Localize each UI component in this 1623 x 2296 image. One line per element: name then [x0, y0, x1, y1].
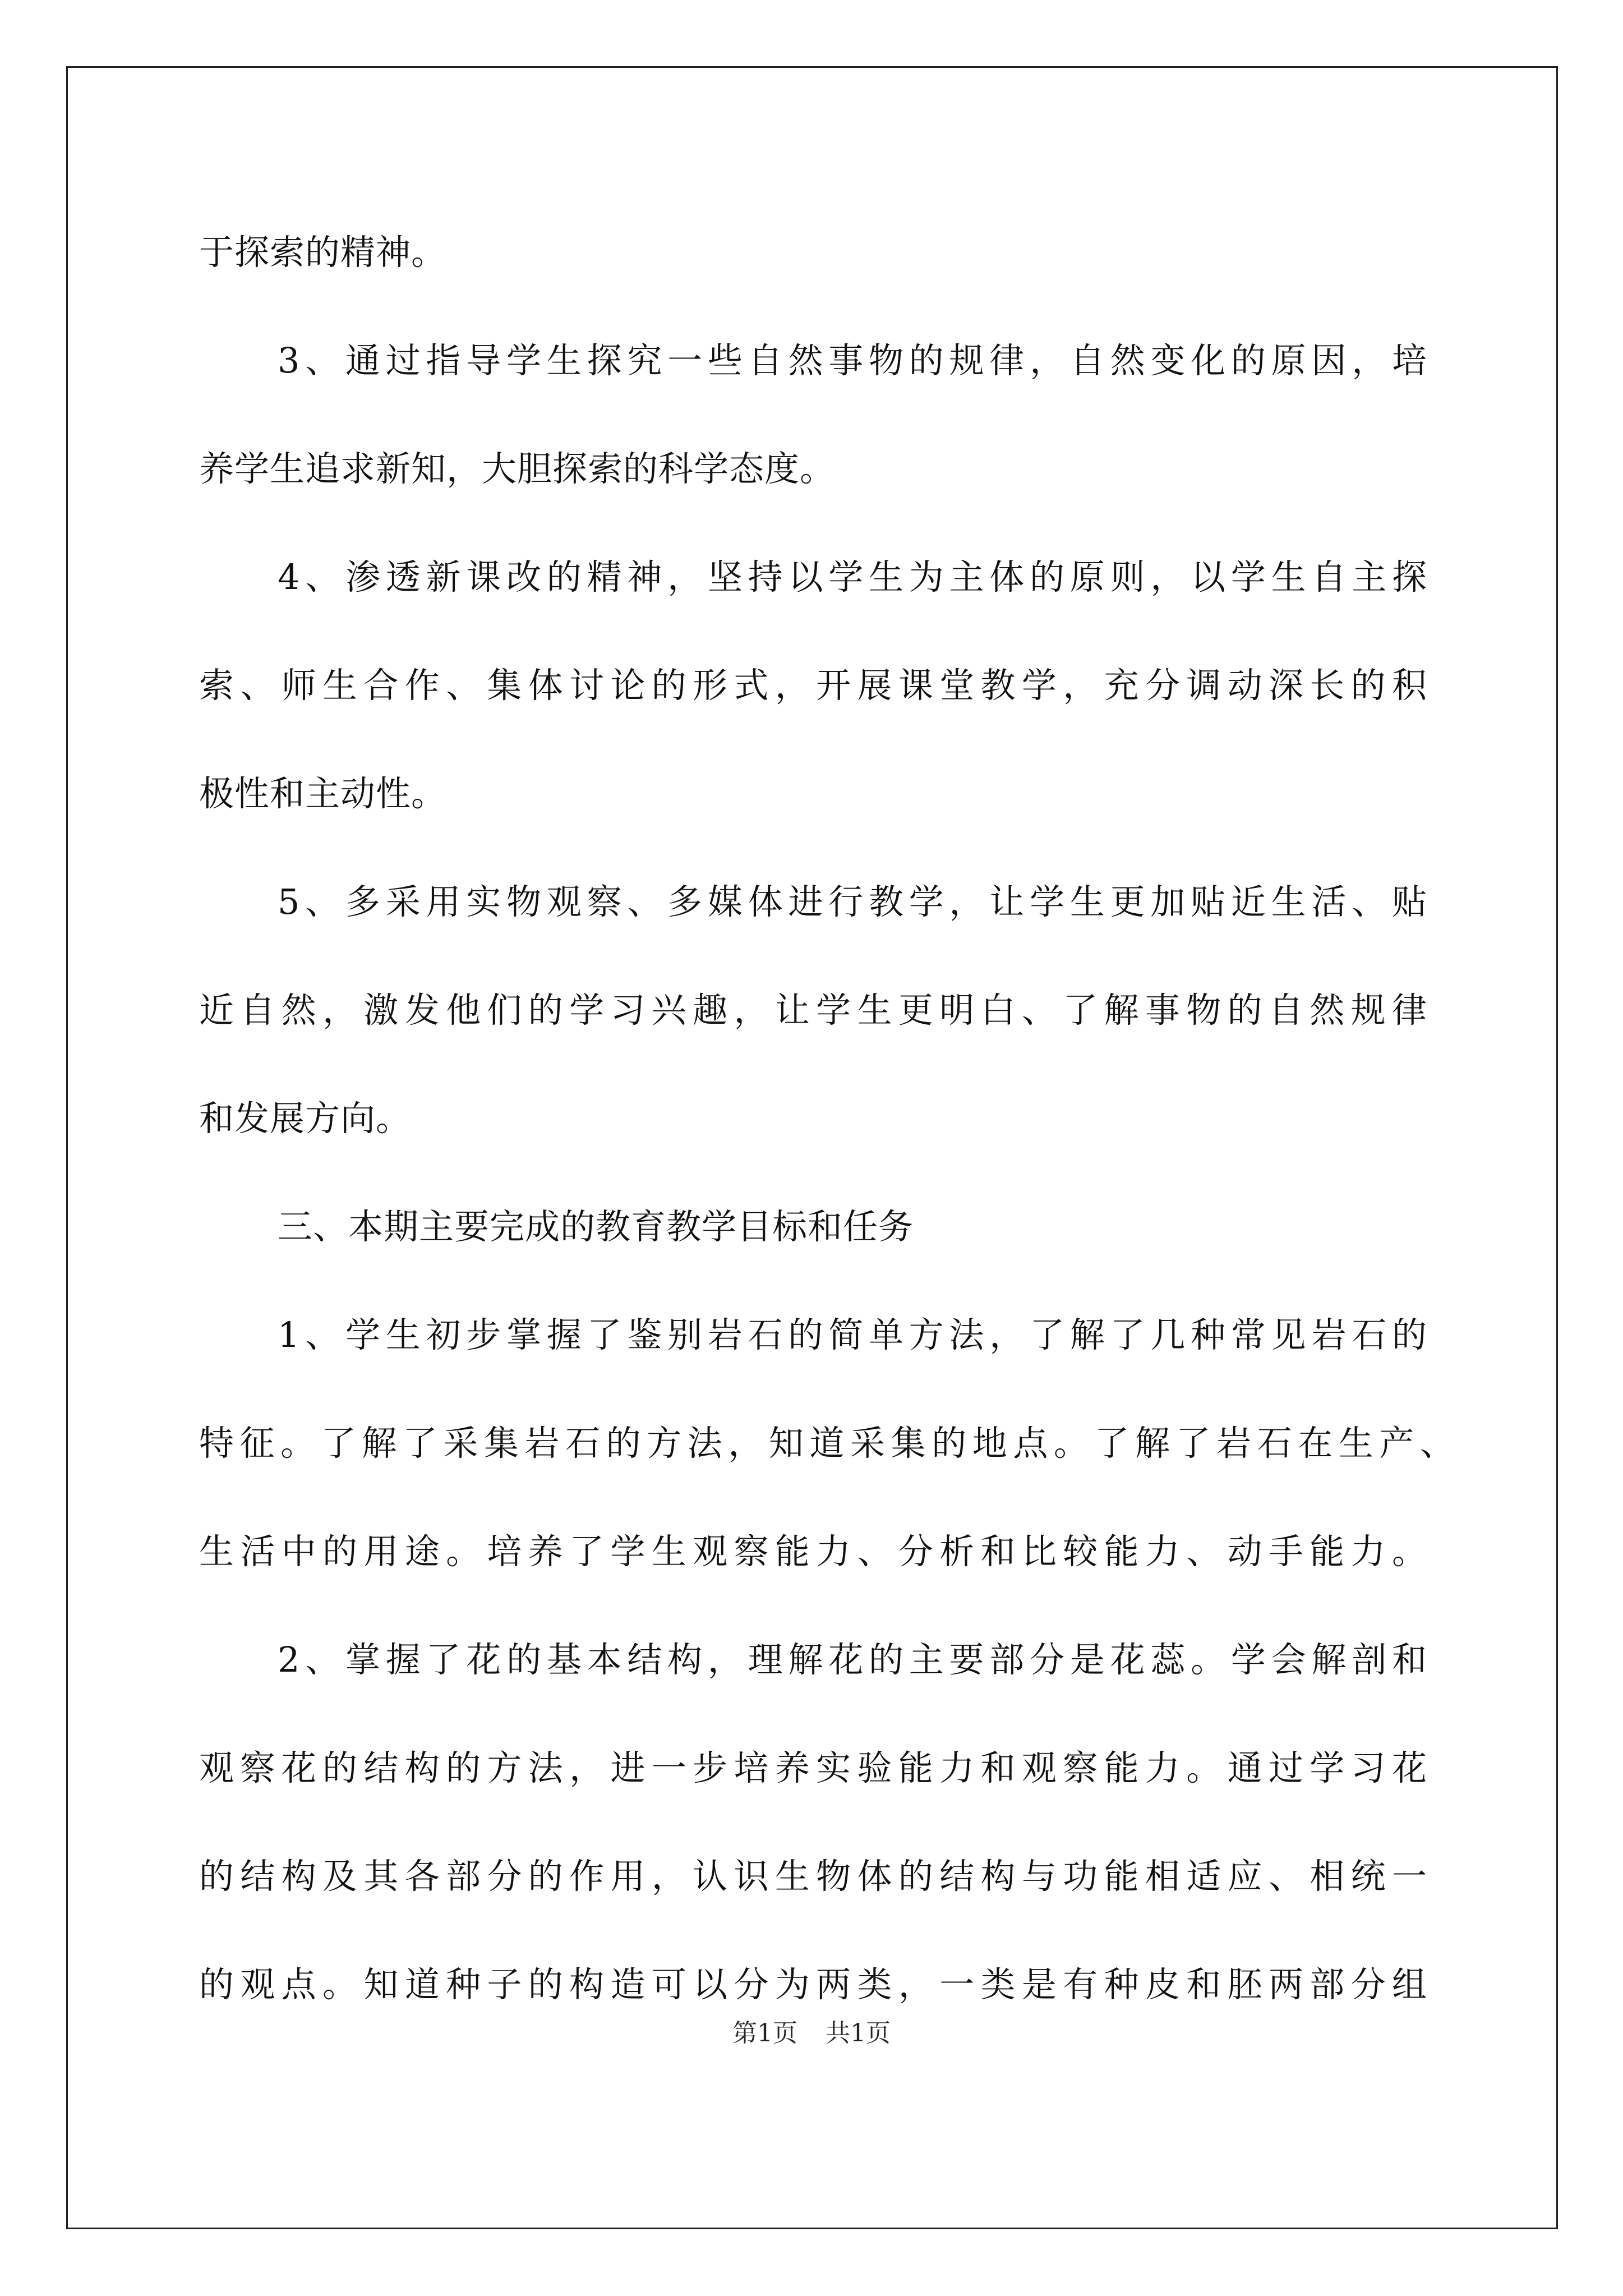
item-1-line-1: 1、学生初步掌握了鉴别岩石的简单方法，了解了几种常见岩石的 — [278, 1314, 1427, 1355]
text-line: 于探索的精神。 — [199, 232, 447, 273]
text-line: 和发展方向。 — [199, 1098, 412, 1139]
paragraph-5-line-1: 5、多采用实物观察、多媒体进行教学，让学生更加贴近生活、贴 — [278, 881, 1427, 922]
page-number-current: 第1页 — [732, 2019, 797, 2047]
text-line: 的结构及其各部分的作用，认识生物体的结构与功能相适应、相统一 — [199, 1856, 1427, 1897]
text-line: 特征。了解了采集岩石的方法，知道采集的地点。了解了岩石在生产、 — [199, 1423, 1455, 1464]
page-footer — [0, 2017, 1623, 2050]
text-line: 养学生追求新知，大胆探索的科学态度。 — [199, 448, 836, 489]
text-line: 的观点。知道种子的构造可以分为两类，一类是有种皮和胚两部分组 — [199, 1964, 1427, 2005]
text-line: 生活中的用途。培养了学生观察能力、分析和比较能力、动手能力。 — [199, 1531, 1427, 1572]
text-line: 近自然，激发他们的学习兴趣，让学生更明白、了解事物的自然规律 — [199, 990, 1427, 1030]
text-line: 索、师生合作、集体讨论的形式，开展课堂教学，充分调动深长的积 — [199, 665, 1427, 706]
page-number-total: 共1页 — [826, 2019, 891, 2047]
section-heading: 三、本期主要完成的教育教学目标和任务 — [278, 1206, 914, 1247]
paragraph-3-line-1: 3、通过指导学生探究一些自然事物的规律，自然变化的原因，培 — [278, 340, 1427, 381]
text-line: 极性和主动性。 — [199, 773, 447, 814]
text-line: 观察花的结构的方法，进一步培养实验能力和观察能力。通过学习花 — [199, 1747, 1427, 1788]
item-2-line-1: 2、掌握了花的基本结构，理解花的主要部分是花蕊。学会解剖和 — [278, 1639, 1427, 1680]
page-border — [66, 66, 1558, 2229]
paragraph-4-line-1: 4、渗透新课改的精神，坚持以学生为主体的原则，以学生自主探 — [278, 556, 1427, 597]
